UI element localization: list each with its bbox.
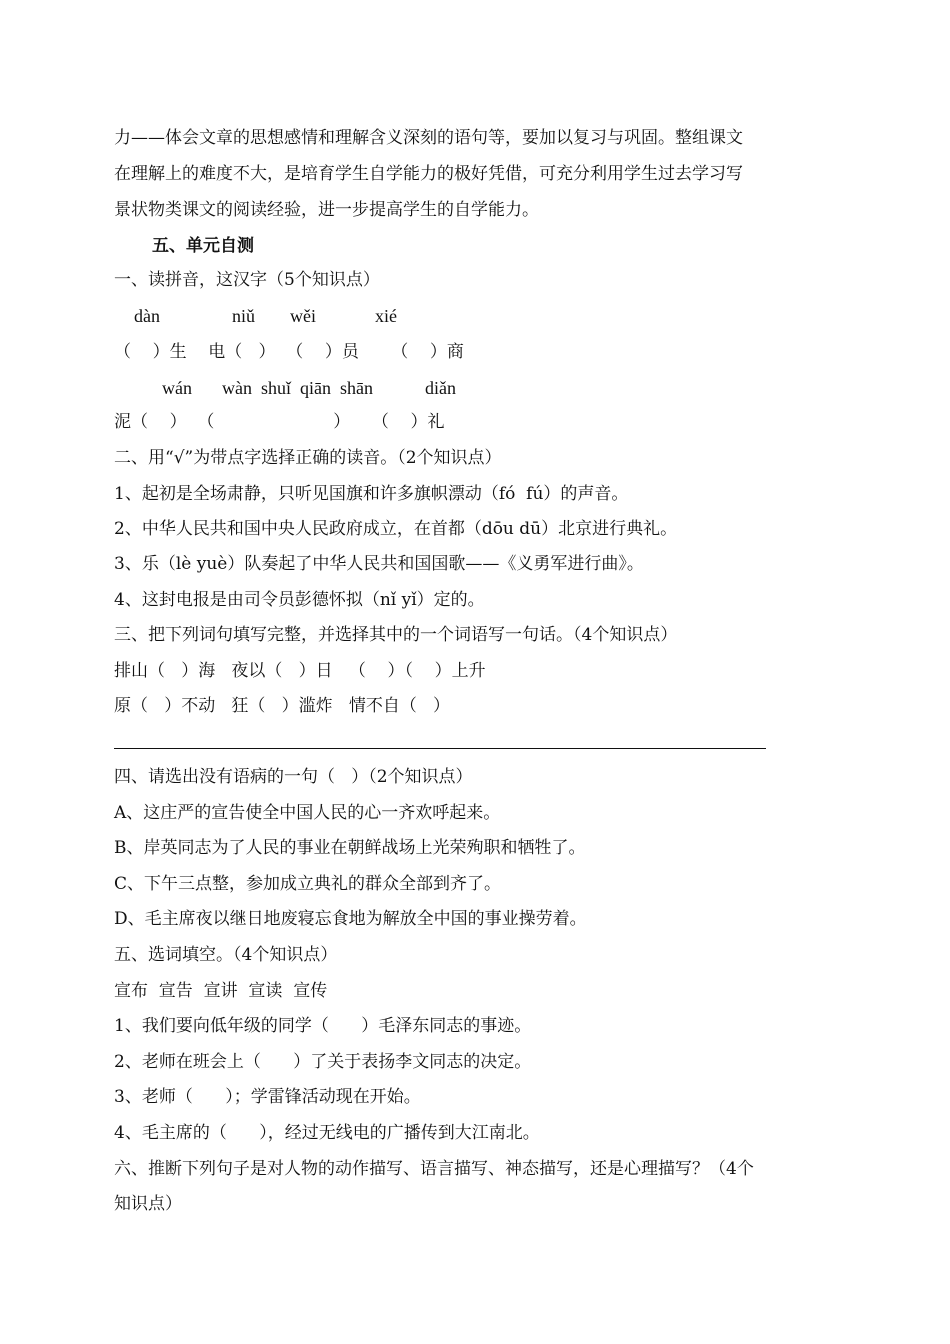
intro-line-1: 力——体会文章的思想感情和理解含义深刻的语句等，要加以复习与巩固。整组课文 [114, 128, 743, 148]
q1-pinyin-niu: niǔ [232, 306, 256, 326]
q1-pinyin-dian: diǎn [425, 378, 456, 398]
q1-pinyin-idiom: wàn shuǐ qiān shān [222, 378, 373, 398]
q4-option-a: A、这庄严的宣告使全中国人民的心一齐欢呼起来。 [114, 803, 501, 823]
q1-chars-row-1: （ ）生 电（ ） （ ）员 （ ）商 [114, 342, 464, 362]
q5-item-1: 1、我们要向低年级的同学（ ）毛泽东同志的事迹。 [114, 1016, 532, 1036]
q1-title: 一、读拼音，这汉字（5个知识点） [114, 270, 380, 290]
q5-word-bank: 宣布 宣告 宣讲 宣读 宣传 [114, 981, 328, 1001]
q5-item-2: 2、老师在班会上（ ）了关于表扬李文同志的决定。 [114, 1052, 532, 1072]
section-heading: 五、单元自测 [152, 236, 254, 256]
q1-pinyin-wei: wěi [290, 306, 316, 326]
intro-line-3: 景状物类课文的阅读经验，进一步提高学生的自学能力。 [114, 200, 539, 220]
q3-row-1: 排山（ ）海 夜以（ ）日 （ ）（ ）上升 [114, 661, 486, 681]
q2-item-2: 2、中华人民共和国中央人民政府成立，在首都（dōu dū）北京进行典礼。 [114, 519, 678, 539]
q1-chars-row-2: 泥（ ） （ ） （ ）礼 [114, 412, 445, 432]
q5-item-3: 3、老师（ ）；学雷锋活动现在开始。 [114, 1087, 421, 1107]
q3-row-2: 原（ ）不动 狂（ ）滥炸 情不自（ ） [114, 696, 451, 716]
q4-option-b: B、岸英同志为了人民的事业在朝鲜战场上光荣殉职和牺牲了。 [114, 838, 586, 858]
intro-line-2: 在理解上的难度不大，是培育学生自学能力的极好凭借，可充分利用学生过去学习写 [114, 164, 743, 184]
q6-title-line-1: 六、推断下列句子是对人物的动作描写、语言描写、神态描写，还是心理描写？（4个 [114, 1159, 754, 1179]
q2-item-3: 3、乐（lè yuè）队奏起了中华人民共和国国歌——《义勇军进行曲》。 [114, 554, 644, 574]
q3-title: 三、把下列词句填写完整，并选择其中的一个词语写一句话。（4个知识点） [114, 625, 678, 645]
q1-pinyin-xie: xié [375, 306, 397, 326]
q1-pinyin-wan: wán [162, 378, 192, 398]
q1-pinyin-dan: dàn [134, 306, 160, 326]
q6-title-line-2: 知识点） [114, 1194, 182, 1214]
q5-item-4: 4、毛主席的（ ），经过无线电的广播传到大江南北。 [114, 1123, 540, 1143]
q4-option-d: D、毛主席夜以继日地废寝忘食地为解放全中国的事业操劳着。 [114, 909, 587, 929]
q2-item-1: 1、起初是全场肃静，只听见国旗和许多旗帜漂动（fó fú）的声音。 [114, 484, 629, 504]
q4-title: 四、请选出没有语病的一句（ ）（2个知识点） [114, 767, 473, 787]
q2-title: 二、用“√”为带点字选择正确的读音。（2个知识点） [114, 448, 502, 468]
q4-option-c: C、下午三点整，参加成立典礼的群众全部到齐了。 [114, 874, 502, 894]
q5-title: 五、选词填空。（4个知识点） [114, 945, 338, 965]
answer-line [114, 748, 766, 749]
q2-item-4: 4、这封电报是由司令员彭德怀拟（nǐ yǐ）定的。 [114, 590, 485, 610]
